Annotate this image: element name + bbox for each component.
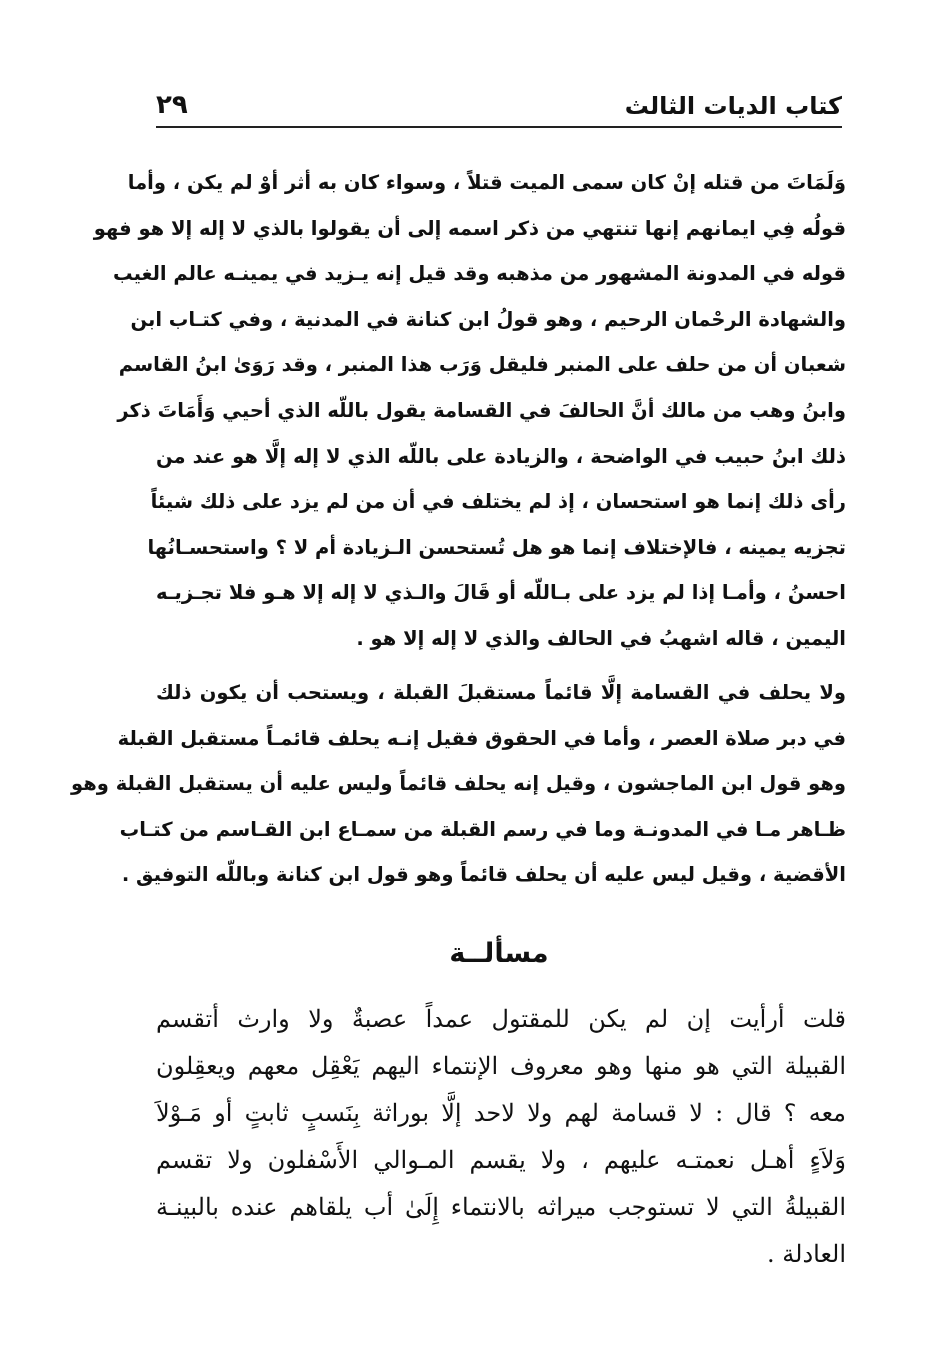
text-line: الأقضية ، وقيل ليس عليه أن يحلف قائماً وهو قول ابن كنانة وباللّه التوفيق . <box>121 863 846 887</box>
paragraph-2 <box>71 670 846 898</box>
book-title: كتاب الديات الثالث <box>624 92 842 120</box>
text-line: قوله في المدونة المشهور من مذهبه وقد قيل إنه يـزيد في يمينـه عالم الغيب <box>112 262 846 286</box>
text-line: تجزيه يمينه ، فالإختلاف إنما هو هل تُستحسن الـزيادة أم لا ؟ واستحسـانُها <box>147 535 846 559</box>
text-line: وَلَمَاتَ من قتله إنْ كان سمى الميت قتلاً ، وسواء كان به أثر أوْ لم يكن ، وأما <box>127 171 846 194</box>
text-line: وهو قول ابن الماجشون ، وقيل إنه يحلف قائماً وليس عليه أن يستقبل القبلة وهو <box>71 772 846 796</box>
text-line: ظـاهر مـا في المدونـة وما في رسم القبلة من سمـاع ابن القـاسم من كتـاب <box>119 817 846 841</box>
text-line: وابنُ وهب من مالك أنَّ الحالفَ في القسامة يقول باللّه الذي أحيي وَأَمَاتَ ذكر <box>117 398 846 422</box>
text-line: العادلة . <box>767 1240 846 1268</box>
text-line: القبيلة التي هو منها وهو معروف الإنتماء اليهم يَعْقِل معهم ويعقِلون <box>156 1052 846 1080</box>
text-line: معه ؟ قال : لا قسامة لهم ولا لاحد إلَّا بوراثة بِنَسبٍ ثابتٍ أو مَـوْلاَ <box>156 1099 846 1127</box>
text-line: شعبان أن من حلف على المنبر فليقل وَرَب هذا المنبر ، وقد رَوَىٰ ابنُ القاسم <box>118 353 846 377</box>
text-line: رأى ذلك إنما هو استحسان ، إذ لم يختلف في أن من لم يزد على ذلك شيئاً <box>150 490 846 514</box>
text-line: قلت أرأيت إن لم يكن للمقتول عمداً عصبةٌ ولا وارث أتقسم <box>156 1005 846 1033</box>
text-line: وَلاَءٍ أهـل نعمتـه عليهم ، ولا يقسم المـوالي الأَسْفلون ولا تقسم <box>156 1146 846 1174</box>
text-line: ذلك ابنُ حبيب في الواضحة ، والزيادة على باللّه الذي لا إله إلَّا هو عند من <box>156 444 846 468</box>
page-number: ٢٩ <box>156 90 188 120</box>
paragraph-3 <box>156 996 846 1278</box>
text-line: اليمين ، قاله اشهبُ في الحالف والذي لا إله إلا هو . <box>356 626 846 650</box>
section-heading: مسألــة <box>449 938 549 969</box>
text-line: القبيلةُ التي لا تستوجب ميراثه بالانتماء إِلَىٰ أب يلقاهم عنده بالبينـة <box>156 1193 847 1221</box>
text-line: احسنُ ، وأمـا إذا لم يزد على بـاللّه أو قَالَ والـذي لا إله إلا هـو فلا تجـزيـه <box>156 581 846 605</box>
text-line: ولا يحلف في القسامة إلَّا قائماً مستقبلَ القبلة ، ويستحب أن يكون ذلك <box>156 681 846 704</box>
running-header <box>156 86 842 128</box>
text-line: في دبر صلاة العصر ، وأما في الحقوق فقيل إنـه يحلف قائمـاً مستقبل القبلة <box>117 726 846 750</box>
text-line: قولُه فِي ايمانهم إنها تنتهي من ذكر اسمه إلى أن يقولوا بالذي لا إله إلا هو فهو <box>93 216 846 240</box>
text-line: والشهادة الرحْمان الرحيم ، وهو قولُ ابن كنانة في المدنية ، وفي كتـاب ابن <box>130 307 846 331</box>
paragraph-1 <box>93 160 846 662</box>
header-rule <box>156 126 842 128</box>
